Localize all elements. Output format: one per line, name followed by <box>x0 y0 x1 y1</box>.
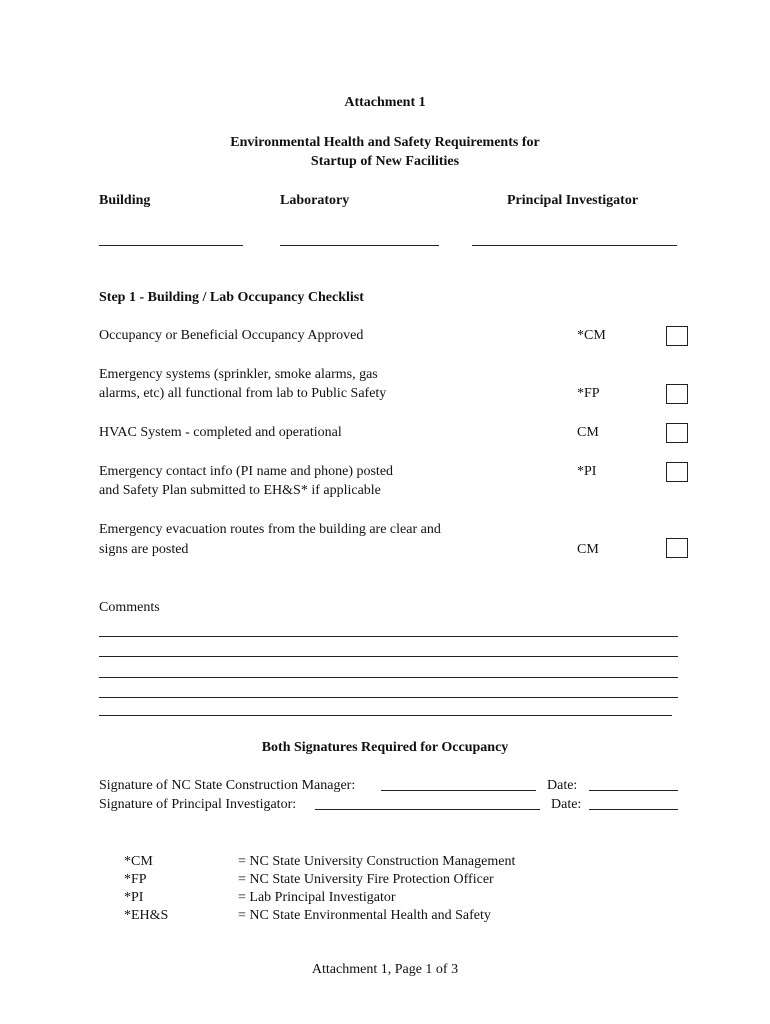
legend-desc-fp: = NC State University Fire Protection Officer <box>238 872 494 887</box>
legend-abbr-fp: *FP <box>124 872 147 887</box>
legend-desc-ehs: = NC State Environmental Health and Safety <box>238 908 491 923</box>
pi-date-label: Date: <box>551 797 582 812</box>
laboratory-field[interactable] <box>280 245 439 246</box>
checkbox-occupancy[interactable] <box>666 326 688 346</box>
checkbox-emergency-contact[interactable] <box>666 462 688 482</box>
cm-signature-label: Signature of NC State Construction Manager: <box>99 778 356 793</box>
checklist-item-hvac: HVAC System - completed and operational <box>99 425 342 440</box>
attachment-title: Attachment 1 <box>344 95 426 110</box>
comments-label: Comments <box>99 600 160 615</box>
checklist-item-evacuation-routes-line2: signs are posted <box>99 542 189 557</box>
principal-investigator-label: Principal Investigator <box>507 193 639 208</box>
legend-desc-pi: = Lab Principal Investigator <box>238 890 396 905</box>
legend-abbr-ehs: *EH&S <box>124 908 169 923</box>
comment-line[interactable] <box>99 636 678 637</box>
document-title-line1: Environmental Health and Safety Requirements for <box>230 135 540 150</box>
principal-investigator-field[interactable] <box>472 245 677 246</box>
comment-line[interactable] <box>99 677 678 678</box>
building-label: Building <box>99 193 151 208</box>
cm-signature-field[interactable] <box>381 790 536 791</box>
cm-date-field[interactable] <box>589 790 678 791</box>
checklist-item-emergency-systems-line2: alarms, etc) all functional from lab to Public Safety <box>99 386 387 401</box>
checklist-item-emergency-contact: Emergency contact info (PI name and phone) posted <box>99 464 394 479</box>
checklist-item-emergency-contact-line2: and Safety Plan submitted to EH&S* if applicable <box>99 483 381 498</box>
checkbox-hvac[interactable] <box>666 423 688 443</box>
checklist-heading: Step 1 - Building / Lab Occupancy Checklist <box>99 290 364 305</box>
page-footer: Attachment 1, Page 1 of 3 <box>311 962 459 977</box>
legend-abbr-pi: *PI <box>124 890 144 905</box>
comment-line[interactable] <box>99 715 672 716</box>
checklist-item-evacuation-routes: Emergency evacuation routes from the building are clear and <box>99 522 441 537</box>
comment-line[interactable] <box>99 697 678 698</box>
document-title-line2: Startup of New Facilities <box>310 154 460 169</box>
building-field[interactable] <box>99 245 243 246</box>
responsible-party: CM <box>577 425 599 440</box>
checkbox-evacuation-routes[interactable] <box>666 538 688 558</box>
responsible-party: *PI <box>577 464 597 479</box>
responsible-party: *FP <box>577 386 600 401</box>
pi-signature-label: Signature of Principal Investigator: <box>99 797 297 812</box>
responsible-party: CM <box>577 542 599 557</box>
checklist-item-emergency-systems: Emergency systems (sprinkler, smoke alarms, gas <box>99 367 378 382</box>
pi-date-field[interactable] <box>589 809 678 810</box>
legend-abbr-cm: *CM <box>124 854 153 869</box>
legend-desc-cm: = NC State University Construction Management <box>238 854 516 869</box>
signatures-heading: Both Signatures Required for Occupancy <box>261 740 509 755</box>
checkbox-emergency-systems[interactable] <box>666 384 688 404</box>
checklist-item-occupancy: Occupancy or Beneficial Occupancy Approved <box>99 328 364 343</box>
cm-date-label: Date: <box>547 778 578 793</box>
comment-line[interactable] <box>99 656 678 657</box>
pi-signature-field[interactable] <box>315 809 540 810</box>
laboratory-label: Laboratory <box>280 193 350 208</box>
responsible-party: *CM <box>577 328 606 343</box>
